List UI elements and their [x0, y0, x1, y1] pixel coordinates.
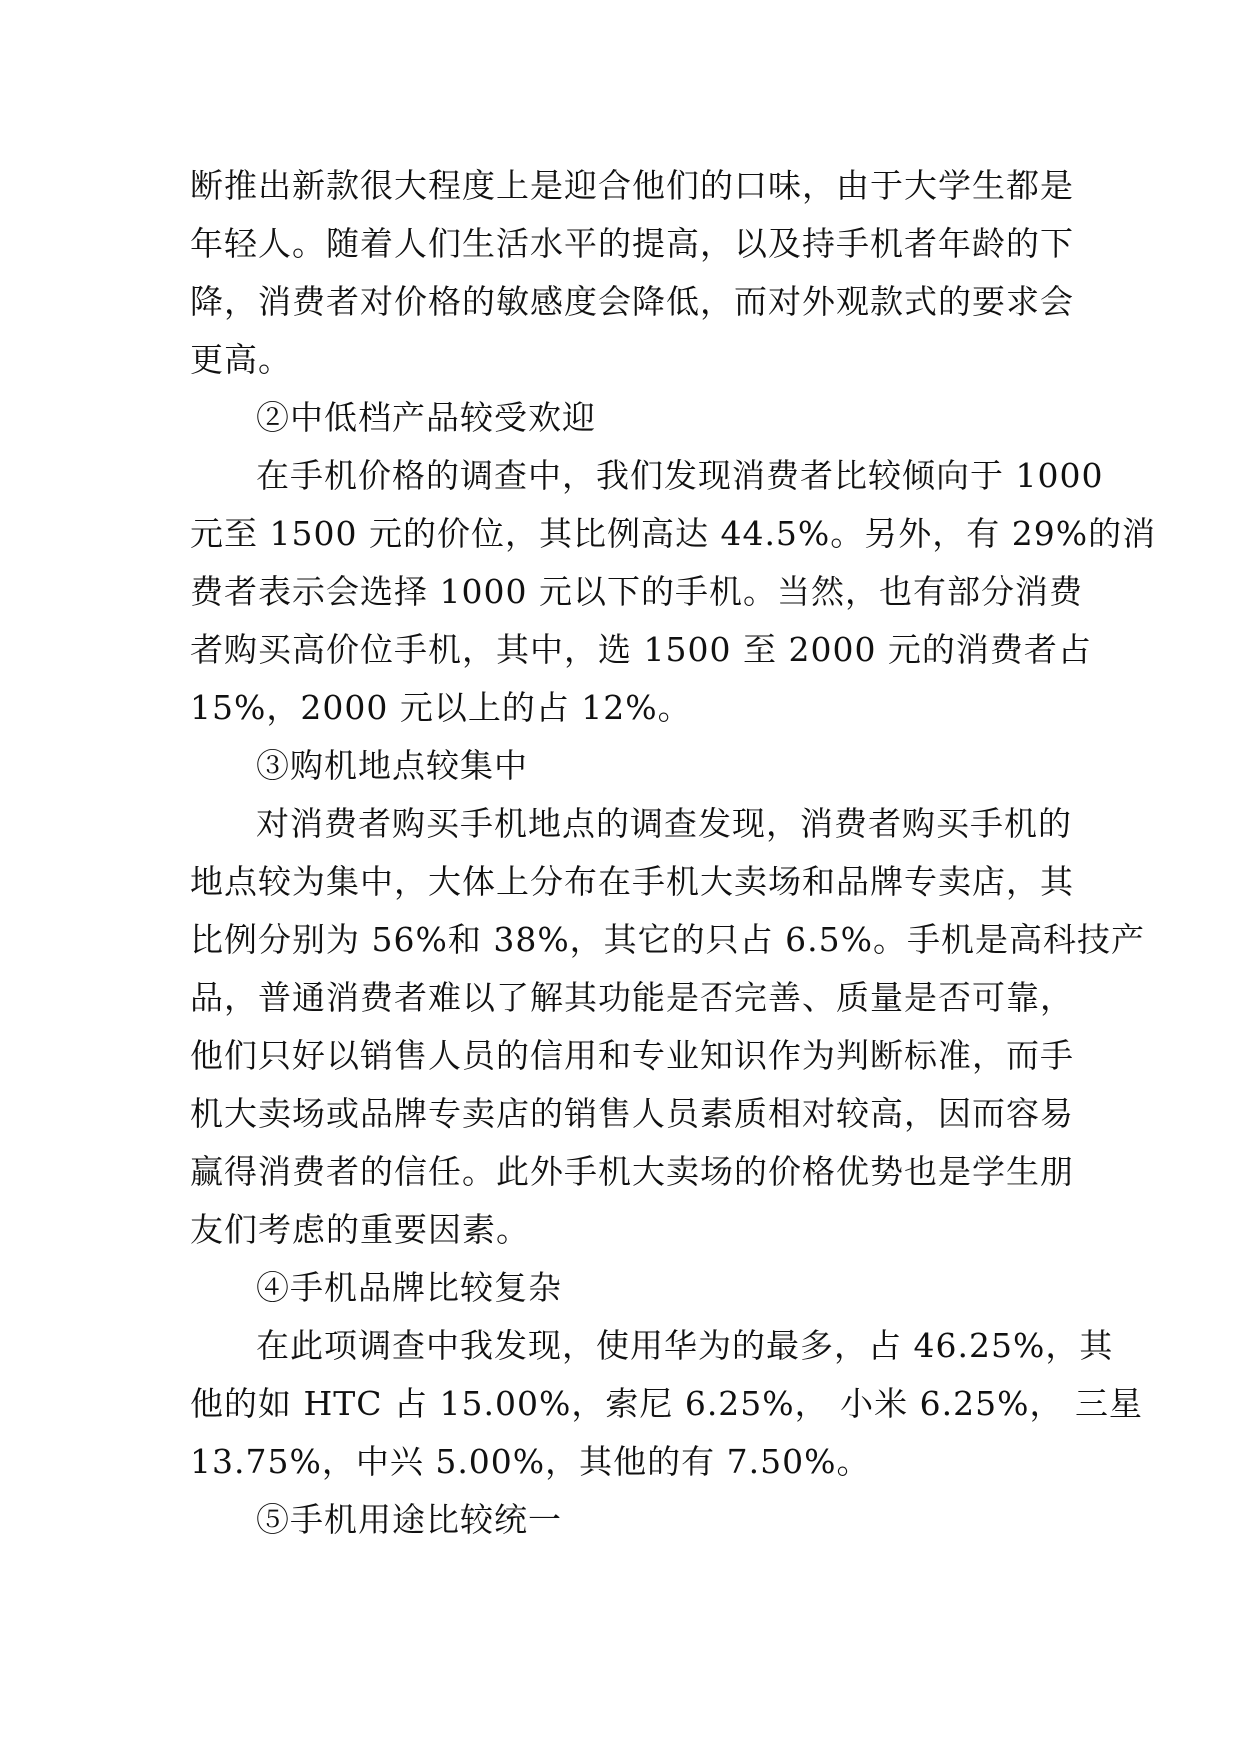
- paragraph-line: 在手机价格的调查中，我们发现消费者比较倾向于 1000: [256, 456, 1104, 495]
- paragraph-line: 对消费者购买手机地点的调查发现，消费者购买手机的: [256, 804, 1072, 843]
- paragraph-line: 降，消费者对价格的敏感度会降低，而对外观款式的要求会: [190, 282, 1074, 321]
- section-heading: ③购机地点较集中: [256, 746, 528, 785]
- section-heading: ⑤手机用途比较统一: [256, 1500, 562, 1539]
- paragraph-line: 断推出新款很大程度上是迎合他们的口味，由于大学生都是: [190, 166, 1074, 205]
- section-heading: ②中低档产品较受欢迎: [256, 398, 596, 437]
- paragraph-line: 比例分别为 56%和 38%，其它的只占 6.5%。手机是高科技产: [190, 920, 1146, 959]
- document-body: [190, 157, 1157, 1549]
- paragraph-line: 13.75%，中兴 5.00%，其他的有 7.50%。: [190, 1442, 871, 1481]
- paragraph-line: 他的如 HTC 占 15.00%，索尼 6.25%， 小米 6.25%， 三星: [190, 1384, 1143, 1423]
- paragraph-line: 友们考虑的重要因素。: [190, 1210, 530, 1249]
- paragraph-line: 地点较为集中，大体上分布在手机大卖场和品牌专卖店，其: [190, 862, 1074, 901]
- paragraph-line: 品，普通消费者难以了解其功能是否完善、质量是否可靠，: [190, 978, 1074, 1017]
- paragraph-line: 元至 1500 元的价位，其比例高达 44.5%。另外，有 29%的消: [190, 514, 1157, 553]
- paragraph-line: 更高。: [190, 340, 292, 379]
- section-heading: ④手机品牌比较复杂: [256, 1268, 562, 1307]
- paragraph-line: 费者表示会选择 1000 元以下的手机。当然，也有部分消费: [190, 572, 1083, 611]
- paragraph-line: 在此项调查中我发现，使用华为的最多，占 46.25%，其: [256, 1326, 1114, 1365]
- paragraph-line: 年轻人。随着人们生活水平的提高，以及持手机者年龄的下: [190, 224, 1074, 263]
- paragraph-line: 15%，2000 元以上的占 12%。: [190, 688, 692, 727]
- paragraph-line: 他们只好以销售人员的信用和专业知识作为判断标准，而手: [190, 1036, 1074, 1075]
- paragraph-line: 机大卖场或品牌专卖店的销售人员素质相对较高，因而容易: [190, 1094, 1074, 1133]
- paragraph-line: 赢得消费者的信任。此外手机大卖场的价格优势也是学生朋: [190, 1152, 1074, 1191]
- paragraph-line: 者购买高价位手机，其中，选 1500 至 2000 元的消费者占: [190, 630, 1092, 669]
